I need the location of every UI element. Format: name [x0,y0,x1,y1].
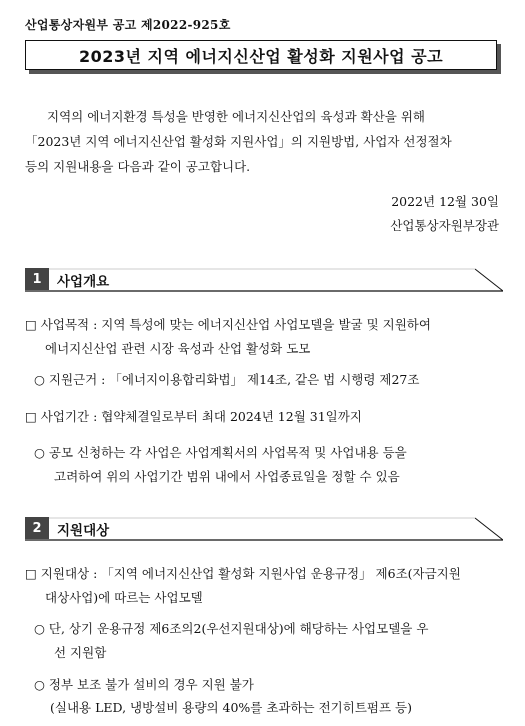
list-item [34,616,428,641]
item-text: 공모 신청하는 각 사업은 사업계획서의 사업목적 및 사업내용 등을 [48,445,407,460]
list-item [25,312,431,337]
page-title: 2023년 지역 에너지신산업 활성화 지원사업 공고 [78,46,444,66]
section-header-2 [25,517,503,541]
item-continuation: 고려하여 위의 사업기간 범위 내에서 사업종료일을 정할 수 있음 [54,469,400,484]
item-continuation: (실내용 LED, 냉방설비 용량의 40%를 초과하는 전기히트펌프 등) [50,700,412,715]
section-number: 1 [25,268,49,290]
item-text: 정부 보조 불가 설비의 경우 지원 불가 [48,677,254,692]
circle-bullet-icon: ○ [34,445,45,460]
circle-bullet-icon: ○ [34,677,45,692]
item-text: 지원근거 : 「에너지이용합리화법」 제14조, 같은 법 시행령 제27조 [48,372,420,387]
square-bullet-icon: □ [25,317,37,332]
square-bullet-icon: □ [25,566,37,581]
title-box [25,40,497,70]
intro-line-2: 「2023년 지역 에너지신산업 활성화 지원사업」의 지원방법, 사업자 선정절차 [25,134,452,149]
section-title: 사업개요 [57,274,110,290]
notice-date: 2022년 12월 30일 [391,194,499,209]
item-continuation: 에너지신산업 관련 시장 육성과 산업 활성화 도모 [45,341,311,356]
list-item [25,404,362,429]
list-item [34,672,254,697]
notice-issuer: 산업통상자원부장관 [390,218,499,233]
item-text: 단, 상기 운용규정 제6조의2(우선지원대상)에 해당하는 사업모델을 우 [48,621,429,636]
section-number: 2 [25,517,49,539]
item-text: 사업기간 : 협약체결일로부터 최대 2024년 12월 31일까지 [40,409,362,424]
item-continuation: 선 지원함 [54,645,107,660]
circle-bullet-icon: ○ [34,372,45,387]
section-title: 지원대상 [57,523,110,539]
square-bullet-icon: □ [25,409,37,424]
section-header-1 [25,268,503,292]
list-item [25,561,461,586]
list-item [34,440,407,465]
item-text: 사업목적 : 지역 특성에 맞는 에너지신산업 사업모델을 발굴 및 지원하여 [40,317,431,332]
intro-line-3: 등의 지원내용을 다음과 같이 공고합니다. [25,159,251,174]
notice-number: 산업통상자원부 공고 제2022-925호 [25,18,231,32]
circle-bullet-icon: ○ [34,621,45,636]
item-continuation: 대상사업)에 따르는 사업모델 [45,590,203,605]
intro-line-1: 지역의 에너지환경 특성을 반영한 에너지신산업의 육성과 확산을 위해 [47,109,425,124]
list-item [34,367,419,392]
item-text: 지원대상 : 「지역 에너지신산업 활성화 지원사업 운용규정」 제6조(자금지원 [40,566,461,581]
